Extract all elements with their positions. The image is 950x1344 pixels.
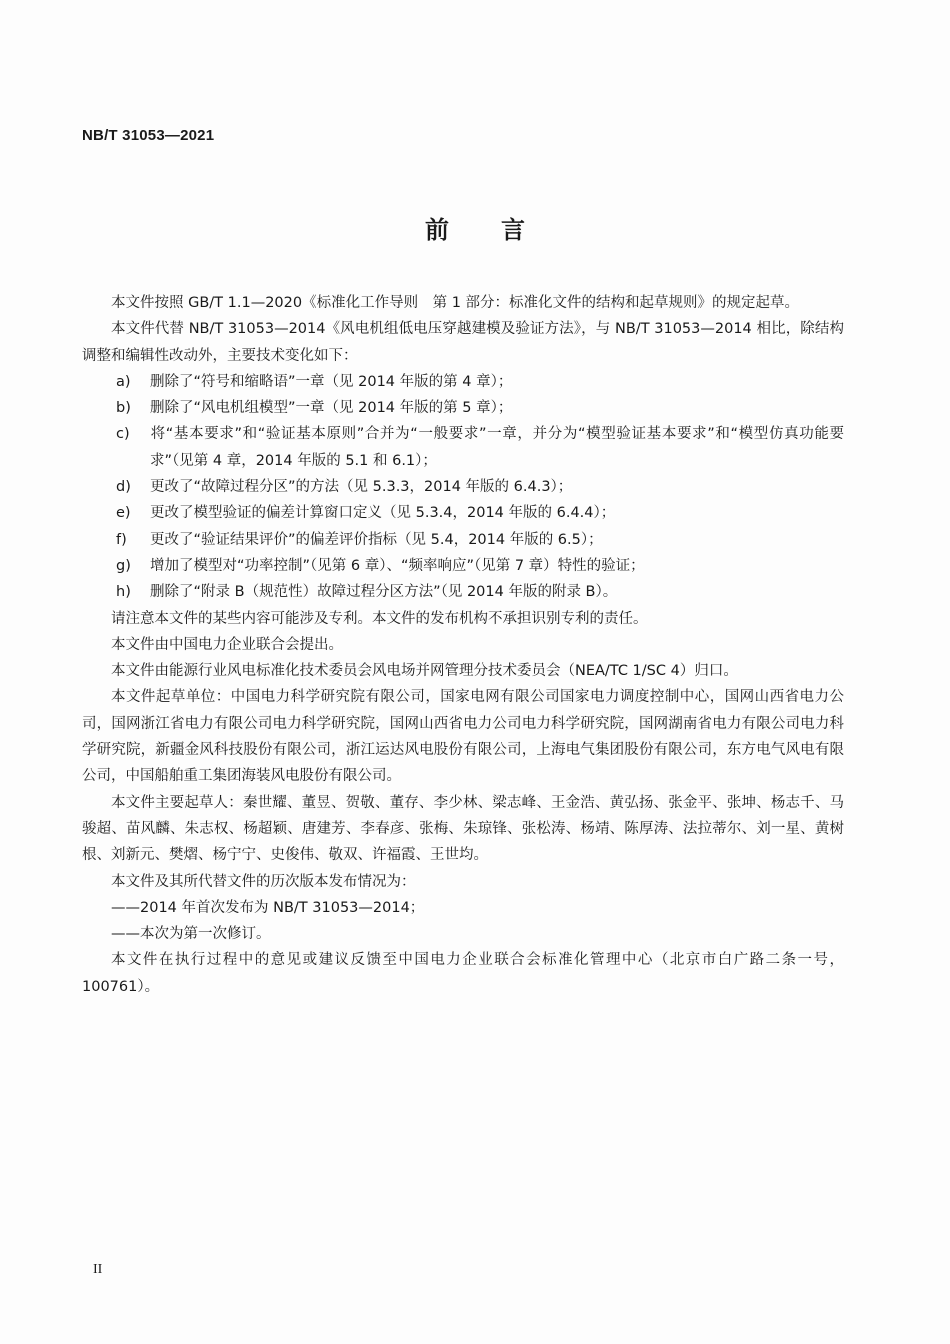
list-item-label: h) (116, 584, 131, 601)
page-title (0, 210, 950, 245)
list-item-label: b) (116, 400, 131, 417)
list-item-text: 更改了“验证结果评价”的偏差评价指标（见 5.4，2014 年版的 6.5）； (150, 531, 603, 548)
list-item-text: 增加了模型对“功率控制”（见第 6 章）、“频率响应”（见第 7 章）特性的验证； (150, 557, 645, 574)
list-item (82, 474, 844, 500)
list-item-text: 将“基本要求”和“验证基本原则”合并为“一般要求”一章，并分为“模型验证基本要求”和“模型仿真功能要求”（见第 4 章，2014 年版的 5.1 和 6.1）； (150, 426, 844, 469)
title-char-2: 言 (501, 216, 525, 244)
paragraph-drafting-rules: 本文件按照 GB/T 1.1—2020《标准化工作导则 第 1 部分：标准化文件的结构和起草规则》的规定起草。 (111, 295, 800, 311)
page-number: II (93, 1262, 103, 1277)
list-item-text: 更改了模型验证的偏差计算窗口定义（见 5.3.4，2014 年版的 6.4.4）； (150, 505, 616, 522)
changes-list (82, 369, 844, 606)
list-item (82, 395, 844, 421)
list-item-label: g) (116, 557, 131, 574)
list-item-text: 删除了“风电机组模型”一章（见 2014 年版的第 5 章）； (150, 400, 513, 417)
list-item-text: 更改了“故障过程分区”的方法（见 5.3.3，2014 年版的 6.4.3）； (150, 479, 573, 496)
foreword-body (82, 290, 844, 1000)
paragraph-feedback: 本文件在执行过程中的意见或建议反馈至中国电力企业联合会标准化管理中心（北京市白广路二条一号，100761）。 (82, 952, 844, 995)
paragraph-managed: 本文件由能源行业风电标准化技术委员会风电场并网管理分技术委员会（NEA/TC 1/SC 4）归口。 (111, 663, 738, 680)
list-item (82, 553, 844, 579)
paragraph-patent: 请注意本文件的某些内容可能涉及专利。本文件的发布机构不承担识别专利的责任。 (111, 610, 648, 627)
history-item: ——本次为第一次修订。 (111, 926, 271, 943)
list-item (82, 579, 844, 605)
history-item: ——2014 年首次发布为 NB/T 31053—2014； (111, 899, 425, 916)
paragraph-proposed: 本文件由中国电力企业联合会提出。 (111, 636, 343, 653)
paragraph-drafters: 本文件主要起草人：秦世耀、董昱、贺敬、董存、李少林、梁志峰、王金浩、黄弘扬、张金平、张坤、杨志千、马骏超、苗风麟、朱志权、杨超颖、唐建芳、李春彦、张梅、朱琼锋、张松涛、杨靖、陈厚涛、法拉蒂尔、刘一星、黄树根、刘新元、樊熠、杨宁宁、史俊伟、敬双、许福霞、王世均。 (82, 794, 844, 864)
list-item-label: f) (116, 531, 127, 548)
list-item-label: e) (116, 505, 131, 522)
list-item-text: 删除了“附录 B（规范性）故障过程分区方法”（见 2014 年版的附录 B）。 (150, 584, 618, 601)
title-char-1: 前 (425, 216, 449, 244)
standard-code: NB/T 31053—2021 (82, 127, 215, 144)
list-item-text: 删除了“符号和缩略语”一章（见 2014 年版的第 4 章）； (150, 373, 513, 390)
list-item (82, 421, 844, 474)
list-item-label: a) (116, 373, 131, 390)
list-item (82, 369, 844, 395)
paragraph-drafting-units: 本文件起草单位：中国电力科学研究院有限公司，国家电网有限公司国家电力调度控制中心，国网山西省电力公司，国网浙江省电力有限公司电力科学研究院，国网山西省电力公司电力科学研究院，国网湖南省电力有限公司电力科学研究院，新疆金风科技股份有限公司，浙江运达风电股份有限公司，上海电气集团股份有限公司，东方电气风电有限公司，中国船舶重工集团海装风电股份有限公司。 (82, 689, 844, 785)
list-item-label: c) (116, 426, 130, 443)
list-item (82, 500, 844, 526)
paragraph-history-intro: 本文件及其所代替文件的历次版本发布情况为： (111, 873, 416, 890)
paragraph-replacement: 本文件代替 NB/T 31053—2014《风电机组低电压穿越建模及验证方法》，与 NB/T 31053—2014 相比，除结构调整和编辑性改动外，主要技术变化如下： (82, 321, 844, 364)
list-item-label: d) (116, 479, 131, 496)
list-item (82, 527, 844, 553)
